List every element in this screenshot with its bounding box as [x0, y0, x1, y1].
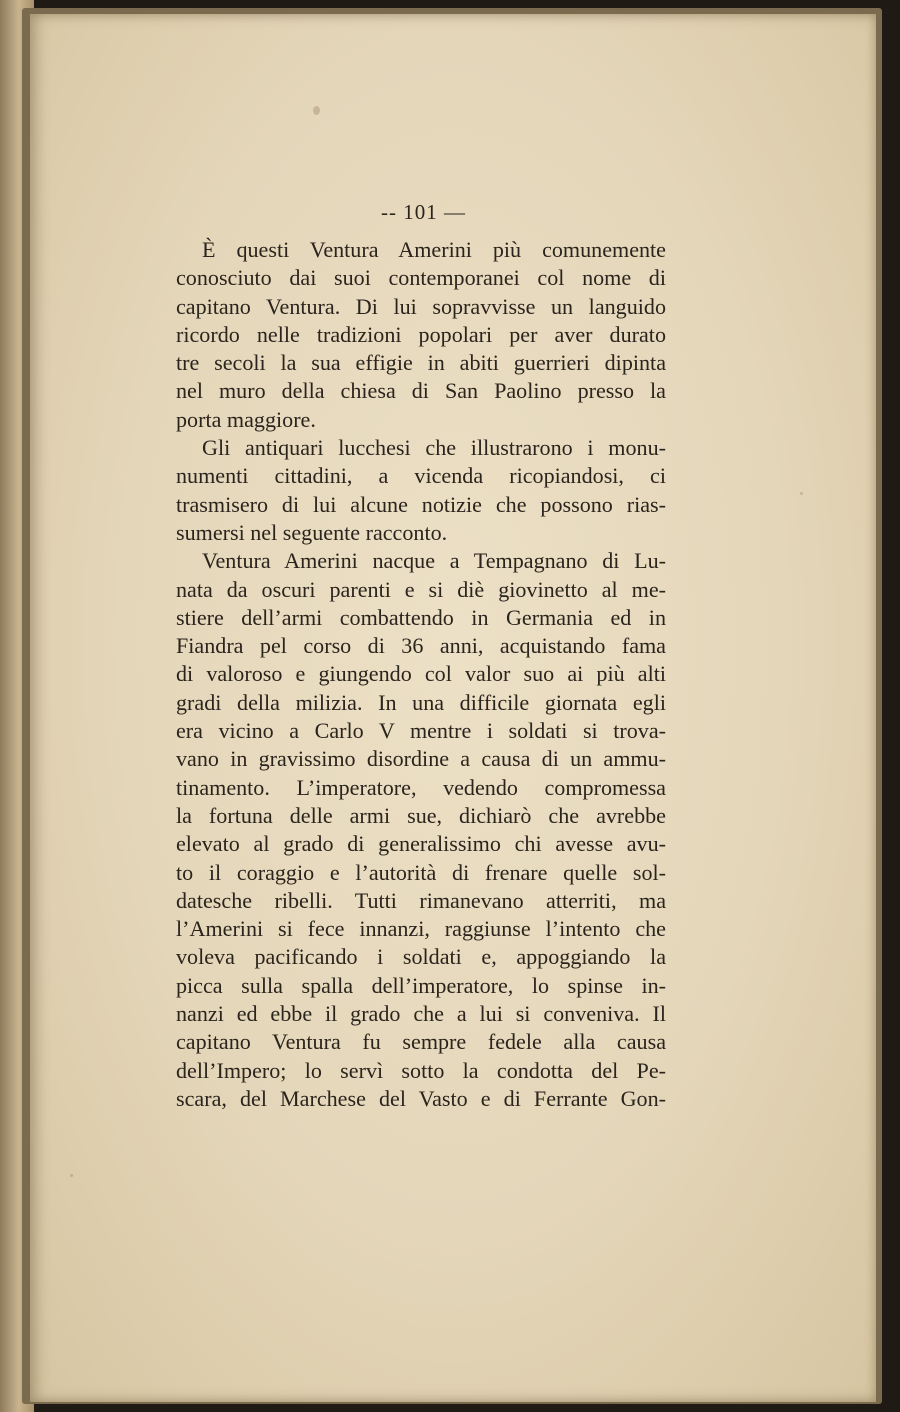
- text-line: nanzi ed ebbe il grado che a lui si conveniva. Il: [176, 1001, 666, 1027]
- text-line: È questi Ventura Amerini più comunemente: [202, 237, 666, 262]
- text-line: Fiandra pel corso di 36 anni, acquistando fama: [176, 633, 666, 659]
- paper-spot: [70, 1174, 73, 1177]
- text-line: dell’Impero; lo servì sotto la condotta del Pe-: [176, 1057, 666, 1083]
- text-line: to il coraggio e l’autorità di frenare quelle sol-: [176, 859, 666, 885]
- page-number: -- 101 —: [381, 200, 466, 224]
- text-line: vano in gravissimo disordine a causa di un ammu-: [176, 746, 666, 772]
- text-line: scara, del Marchese del Vasto e di Ferrante Gon-: [176, 1085, 666, 1111]
- text-line: nata da oscuri parenti e si diè giovinetto al me-: [176, 576, 666, 602]
- text-line: porta maggiore.: [176, 406, 316, 432]
- text-line: datesche ribelli. Tutti rimanevano atterriti, ma: [176, 887, 666, 913]
- text-line: tre secoli la sua effigie in abiti guerrieri dipinta: [176, 350, 666, 376]
- text-line: la fortuna delle armi sue, dichiarò che avrebbe: [176, 802, 666, 828]
- text-line: conosciuto dai suoi contemporanei col nome di: [176, 265, 666, 291]
- text-line: nel muro della chiesa di San Paolino presso la: [176, 378, 666, 404]
- text-line: sumersi nel seguente racconto.: [176, 519, 448, 545]
- text-line: Gli antiquari lucchesi che illustrarono i monu-: [202, 435, 666, 461]
- text-line: capitano Ventura fu sempre fedele alla causa: [176, 1029, 666, 1055]
- body-text: [176, 236, 666, 1113]
- text-line: elevato al grado di generalissimo chi avesse avu-: [176, 831, 666, 857]
- book-page: [30, 14, 876, 1402]
- text-line: numenti cittadini, a vicenda ricopiandosi, ci: [176, 463, 666, 489]
- text-line: di valoroso e giungendo col valor suo ai più alti: [176, 661, 666, 687]
- text-line: Ventura Amerini nacque a Tempagnano di Lu-: [202, 548, 666, 574]
- text-line: tinamento. L’imperatore, vedendo compromessa: [176, 774, 666, 800]
- paper-spot: [800, 492, 803, 495]
- paper-spot: [313, 106, 320, 115]
- text-line: ricordo nelle tradizioni popolari per aver durato: [176, 321, 666, 347]
- text-line: gradi della milizia. In una difficile giornata egli: [176, 689, 666, 715]
- text-line: voleva pacificando i soldati e, appoggiando la: [176, 944, 666, 970]
- text-line: picca sulla spalla dell’imperatore, lo spinse in-: [176, 972, 666, 998]
- text-line: trasmisero di lui alcune notizie che possono rias-: [176, 491, 666, 517]
- text-line: l’Amerini si fece innanzi, raggiunse l’intento che: [176, 916, 666, 942]
- text-line: era vicino a Carlo V mentre i soldati si trova-: [176, 718, 666, 744]
- text-line: capitano Ventura. Di lui sopravvisse un languido: [176, 293, 666, 319]
- text-line: stiere dell’armi combattendo in Germania ed in: [176, 604, 666, 630]
